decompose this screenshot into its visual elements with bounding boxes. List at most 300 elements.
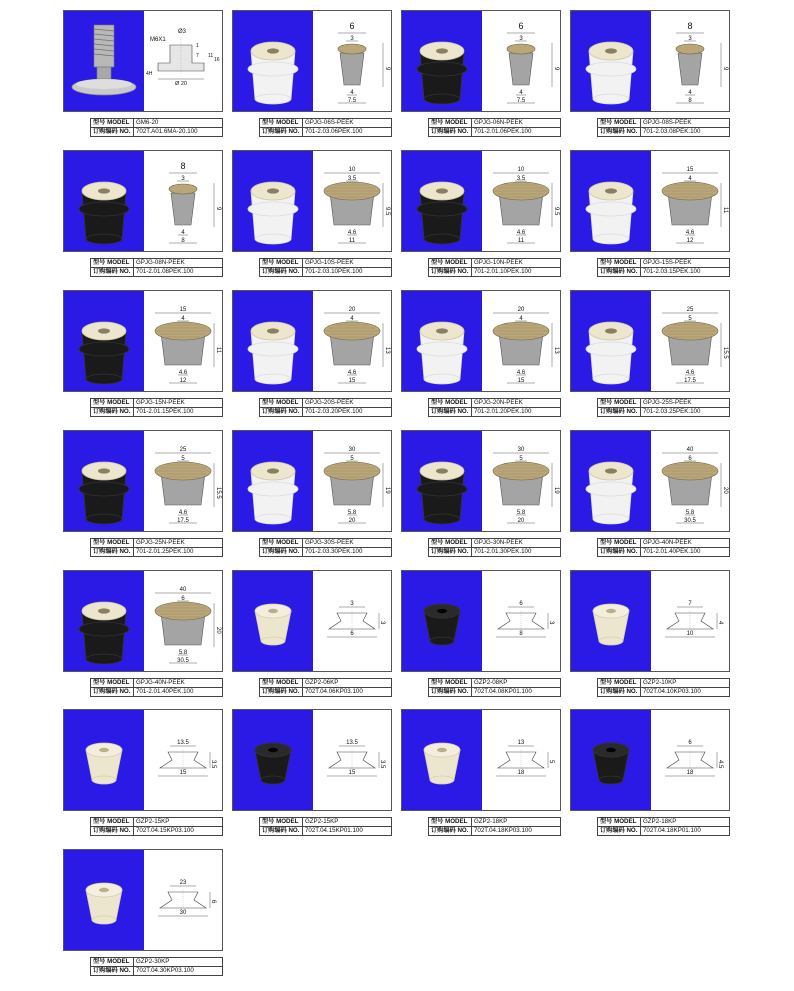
order-row — [91, 688, 223, 697]
item-3-dim-height: 9 — [722, 67, 728, 71]
model-label: 型号 MODEL — [598, 679, 641, 688]
item-18-dim-top: 6 — [519, 601, 523, 607]
order-label: 订购编码 NO. — [598, 268, 641, 277]
item-1-dim-height: 9 — [384, 67, 390, 71]
model-row — [91, 399, 223, 408]
product-image-panel — [63, 430, 223, 532]
order-value: 702T.04.18KP03.100 — [471, 827, 560, 836]
order-value: 701-2.01.25PEK.100 — [133, 548, 222, 557]
model-row — [598, 539, 730, 548]
item-7-dimension-drawing — [651, 151, 729, 251]
product-image-panel — [570, 430, 730, 532]
item-8-dim-height: 11 — [215, 347, 221, 354]
product-card — [63, 10, 223, 137]
item-21-dim-top: 13.5 — [346, 740, 358, 746]
product-image-panel — [401, 570, 561, 672]
product-card — [570, 290, 730, 417]
item-12-dim-bottom: 4.6 — [178, 510, 188, 516]
product-info-table — [259, 817, 392, 836]
model-label: 型号 MODEL — [260, 119, 303, 128]
item-18-dim-base: 8 — [519, 631, 523, 637]
product-image-panel — [63, 290, 223, 392]
order-label: 订购编码 NO. — [598, 548, 641, 557]
item-21-product-photo — [233, 710, 313, 810]
model-value: GZP2-30KP — [133, 958, 222, 967]
product-card — [63, 570, 223, 697]
item-2-dim-height: 9 — [553, 67, 559, 71]
item-20-dim-height: 3.5 — [210, 760, 216, 769]
order-value: 702T.04.15KP03.100 — [133, 827, 222, 836]
order-label: 订购编码 NO. — [598, 128, 641, 137]
product-info-table — [428, 678, 561, 697]
item-16-dim-top: 40 — [179, 587, 187, 593]
product-image-panel — [63, 570, 223, 672]
product-image-panel — [232, 430, 392, 532]
model-label: 型号 MODEL — [91, 539, 134, 548]
product-info-table — [597, 398, 730, 417]
item-11-dim-base: 17.5 — [684, 378, 696, 384]
order-row — [429, 408, 561, 417]
order-row — [91, 967, 223, 976]
model-row — [91, 259, 223, 268]
item-0-dim-bore: Ø3 — [178, 29, 187, 35]
item-15-dim-bottom: 5.8 — [685, 510, 695, 516]
item-1-product-photo — [233, 11, 313, 111]
item-4-dim-inner: 3 — [181, 176, 185, 182]
item-16-dim-bottom: 5.8 — [178, 650, 188, 656]
order-row — [429, 268, 561, 277]
model-value: GPJG-08S-PEEK — [640, 119, 729, 128]
product-image-panel — [232, 290, 392, 392]
item-6-dimension-drawing — [482, 151, 560, 251]
product-image-panel — [570, 709, 730, 811]
model-value: GPJG-30N-PEEK — [471, 539, 560, 548]
item-7-dim-top: 15 — [686, 167, 694, 173]
item-23-product-photo — [571, 710, 651, 810]
model-label: 型号 MODEL — [260, 539, 303, 548]
item-7-dim-bottom: 4.6 — [685, 230, 695, 236]
order-label: 订购编码 NO. — [260, 128, 303, 137]
item-3-dim-inner: 3 — [688, 36, 692, 42]
order-row — [260, 688, 392, 697]
item-3-dim-bottom: 4 — [688, 90, 692, 96]
order-row — [429, 128, 561, 137]
model-value: GPJG-30S-PEEK — [302, 539, 391, 548]
product-card — [232, 430, 392, 557]
model-row — [260, 818, 392, 827]
item-13-dim-height: 19 — [384, 487, 390, 494]
item-6-dim-height: 9.5 — [553, 207, 559, 216]
order-label: 订购编码 NO. — [598, 688, 641, 697]
product-image-panel — [232, 10, 392, 112]
item-9-product-photo — [233, 291, 313, 391]
order-row — [260, 128, 392, 137]
item-13-product-photo — [233, 431, 313, 531]
item-4-product-photo — [64, 151, 144, 251]
order-value: 701-2.03.10PEK.100 — [302, 268, 391, 277]
order-row — [91, 827, 223, 836]
order-label: 订购编码 NO. — [91, 967, 134, 976]
model-row — [91, 818, 223, 827]
item-7-dim-height: 11 — [722, 207, 728, 214]
product-image-panel — [570, 290, 730, 392]
item-11-dim-bottom: 4.6 — [685, 370, 695, 376]
item-22-dim-height: 5 — [548, 760, 554, 764]
item-22-product-photo — [402, 710, 482, 810]
order-value: 701-2.01.20PEK.100 — [471, 408, 560, 417]
order-row — [91, 268, 223, 277]
model-value: GZP2-06KP — [302, 679, 391, 688]
item-16-product-photo — [64, 571, 144, 671]
product-image-panel — [63, 849, 223, 951]
order-value: 702T.04.30KP03.100 — [133, 967, 222, 976]
model-label: 型号 MODEL — [429, 539, 472, 548]
item-22-dim-top: 13 — [517, 740, 525, 746]
item-11-dimension-drawing — [651, 291, 729, 391]
product-image-panel — [401, 709, 561, 811]
item-12-dim-inner: 5 — [181, 456, 185, 462]
item-5-product-photo — [233, 151, 313, 251]
model-label: 型号 MODEL — [429, 399, 472, 408]
item-23-dimension-drawing — [651, 710, 729, 810]
order-label: 订购编码 NO. — [91, 548, 134, 557]
item-6-dim-bottom: 4.6 — [516, 230, 526, 236]
model-row — [598, 679, 730, 688]
item-2-product-photo — [402, 11, 482, 111]
order-value: 701-2.01.10PEK.100 — [471, 268, 560, 277]
order-row — [91, 408, 223, 417]
product-card — [232, 709, 392, 836]
product-card — [401, 10, 561, 137]
item-10-dim-bottom: 4.6 — [516, 370, 526, 376]
product-info-table — [90, 678, 223, 697]
model-label: 型号 MODEL — [260, 259, 303, 268]
order-label: 订购编码 NO. — [260, 827, 303, 836]
product-card — [570, 150, 730, 277]
product-card — [401, 570, 561, 697]
product-info-table — [90, 957, 223, 976]
order-value: 702T.04.15KP01.100 — [302, 827, 391, 836]
item-14-dim-inner: 5 — [519, 456, 523, 462]
item-5-dim-bottom: 4.6 — [347, 230, 357, 236]
item-24-product-photo — [64, 850, 144, 950]
item-1-dim-top: 6 — [349, 21, 355, 31]
order-label: 订购编码 NO. — [91, 827, 134, 836]
item-1-dim-bottom: 4 — [350, 90, 354, 96]
item-0-dim-d1: 1 — [196, 43, 199, 49]
item-11-dim-top: 25 — [686, 307, 694, 313]
item-17-product-photo — [233, 571, 313, 671]
order-row — [598, 268, 730, 277]
item-5-dim-height: 9.5 — [384, 207, 390, 216]
model-value: GPJG-06N-PEEK — [471, 119, 560, 128]
model-label: 型号 MODEL — [429, 818, 472, 827]
product-card — [232, 290, 392, 417]
product-card — [401, 430, 561, 557]
order-row — [429, 688, 561, 697]
item-10-dimension-drawing — [482, 291, 560, 391]
item-17-dim-top: 3 — [350, 601, 354, 607]
model-value: GPJG-15S-PEEK — [640, 259, 729, 268]
item-14-dim-bottom: 5.8 — [516, 510, 526, 516]
product-info-table — [90, 817, 223, 836]
item-5-dimension-drawing — [313, 151, 391, 251]
item-10-dim-inner: 4 — [519, 316, 523, 322]
model-label: 型号 MODEL — [91, 119, 134, 128]
product-info-table — [428, 398, 561, 417]
order-value: 701-2.03.15PEK.100 — [640, 268, 729, 277]
item-20-dim-top: 13.5 — [177, 740, 189, 746]
item-19-product-photo — [571, 571, 651, 671]
item-23-dim-top: 6 — [688, 740, 692, 746]
model-row — [429, 259, 561, 268]
item-14-dimension-drawing — [482, 431, 560, 531]
item-8-dim-bottom: 4.6 — [178, 370, 188, 376]
model-row — [91, 958, 223, 967]
model-row — [91, 119, 223, 128]
product-info-table — [428, 817, 561, 836]
model-value: GPJG-08N-PEEK — [133, 259, 222, 268]
item-3-dimension-drawing — [651, 11, 729, 111]
product-info-table — [90, 118, 223, 137]
order-row — [91, 128, 223, 137]
item-0-product-photo — [64, 11, 144, 111]
item-13-dim-base: 20 — [348, 518, 356, 524]
model-row — [260, 539, 392, 548]
model-label: 型号 MODEL — [429, 259, 472, 268]
product-image-panel — [401, 430, 561, 532]
item-3-product-photo — [571, 11, 651, 111]
product-image-panel — [570, 570, 730, 672]
item-6-product-photo — [402, 151, 482, 251]
item-6-dim-inner: 3.5 — [516, 176, 526, 182]
order-row — [598, 548, 730, 557]
item-18-dimension-drawing — [482, 571, 560, 671]
item-12-product-photo — [64, 431, 144, 531]
item-7-dim-base: 12 — [686, 238, 694, 244]
item-5-dim-base: 11 — [348, 238, 356, 244]
order-row — [260, 268, 392, 277]
order-label: 订购编码 NO. — [598, 408, 641, 417]
item-22-dimension-drawing — [482, 710, 560, 810]
product-image-panel — [63, 709, 223, 811]
model-row — [598, 259, 730, 268]
product-card — [570, 709, 730, 836]
order-row — [429, 548, 561, 557]
product-info-table — [259, 678, 392, 697]
model-value: GPJG-40N-PEEK — [133, 679, 222, 688]
model-label: 型号 MODEL — [91, 679, 134, 688]
item-15-dim-base: 30.5 — [684, 518, 696, 524]
model-value: GZP2-15KP — [302, 818, 391, 827]
item-8-dim-inner: 4 — [181, 316, 185, 322]
item-21-dimension-drawing — [313, 710, 391, 810]
order-value: 701-2.03.08PEK.100 — [640, 128, 729, 137]
item-8-product-photo — [64, 291, 144, 391]
product-info-table — [428, 538, 561, 557]
product-image-panel — [570, 150, 730, 252]
product-card — [401, 290, 561, 417]
item-0-dim-base: Ø 20 — [175, 81, 187, 87]
model-value: GZP2-18KP — [640, 818, 729, 827]
product-info-table — [90, 538, 223, 557]
order-label: 订购编码 NO. — [429, 408, 472, 417]
model-value: GPJG-25S-PEEK — [640, 399, 729, 408]
model-value: GPJG-10N-PEEK — [471, 259, 560, 268]
model-label: 型号 MODEL — [598, 399, 641, 408]
item-16-dimension-drawing — [144, 571, 222, 671]
item-19-dimension-drawing — [651, 571, 729, 671]
order-label: 订购编码 NO. — [429, 827, 472, 836]
item-8-dimension-drawing — [144, 291, 222, 391]
item-1-dim-base: 7.5 — [347, 98, 357, 104]
model-label: 型号 MODEL — [598, 259, 641, 268]
item-4-dim-height: 9 — [215, 207, 221, 211]
product-info-table — [90, 398, 223, 417]
item-9-dim-height: 13 — [384, 347, 390, 354]
item-3-dim-top: 8 — [687, 21, 693, 31]
item-16-dim-base: 30.5 — [177, 658, 189, 664]
order-value: 701-2.03.30PEK.100 — [302, 548, 391, 557]
product-image-panel — [401, 10, 561, 112]
product-card — [232, 570, 392, 697]
item-8-dim-base: 12 — [179, 378, 187, 384]
item-24-dim-height: 6 — [210, 900, 216, 904]
item-11-dim-height: 15.5 — [722, 347, 728, 359]
model-row — [260, 399, 392, 408]
order-value: 701-2.03.20PEK.100 — [302, 408, 391, 417]
item-15-dim-top: 40 — [686, 447, 694, 453]
item-23-dim-base: 18 — [686, 770, 694, 776]
order-label: 订购编码 NO. — [91, 268, 134, 277]
order-value: 701-2.01.30PEK.100 — [471, 548, 560, 557]
model-value: GZP2-18KP — [471, 818, 560, 827]
order-value: 702T.A01.6MA-20.100 — [133, 128, 222, 137]
order-value: 702T.04.08KP01.100 — [471, 688, 560, 697]
order-label: 订购编码 NO. — [91, 128, 134, 137]
order-label: 订购编码 NO. — [429, 268, 472, 277]
item-9-dim-base: 15 — [348, 378, 356, 384]
item-5-dim-inner: 3.5 — [347, 176, 357, 182]
product-info-table — [597, 538, 730, 557]
order-value: 701-2.01.40PEK.100 — [640, 548, 729, 557]
model-row — [429, 119, 561, 128]
item-9-dimension-drawing — [313, 291, 391, 391]
item-20-dim-base: 15 — [179, 770, 187, 776]
model-label: 型号 MODEL — [260, 818, 303, 827]
product-info-table — [259, 538, 392, 557]
product-card — [232, 150, 392, 277]
model-value: GPJG-06S-PEEK — [302, 119, 391, 128]
model-label: 型号 MODEL — [598, 818, 641, 827]
order-value: 702T.04.18KP01.100 — [640, 827, 729, 836]
item-1-dim-inner: 3 — [350, 36, 354, 42]
item-17-dim-height: 3 — [379, 621, 385, 625]
item-2-dimension-drawing — [482, 11, 560, 111]
item-10-dim-height: 13 — [553, 347, 559, 354]
product-image-panel — [232, 570, 392, 672]
model-value: GPJG-15N-PEEK — [133, 399, 222, 408]
item-24-dim-base: 30 — [179, 910, 187, 916]
model-row — [429, 539, 561, 548]
order-label: 订购编码 NO. — [260, 548, 303, 557]
item-23-dim-height: 4.5 — [717, 760, 723, 769]
item-2-dim-top: 6 — [518, 21, 524, 31]
item-19-dim-top: 7 — [688, 601, 692, 607]
model-value: GPJG-10S-PEEK — [302, 259, 391, 268]
item-22-dim-base: 18 — [517, 770, 525, 776]
item-24-dimension-drawing — [144, 850, 222, 950]
item-13-dim-inner: 5 — [350, 456, 354, 462]
item-2-dim-inner: 3 — [519, 36, 523, 42]
model-label: 型号 MODEL — [91, 259, 134, 268]
item-0-dim-16: 16 — [214, 57, 220, 63]
order-label: 订购编码 NO. — [598, 827, 641, 836]
product-info-table — [597, 258, 730, 277]
item-19-dim-base: 10 — [686, 631, 694, 637]
item-2-dim-base: 7.5 — [516, 98, 526, 104]
item-12-dim-base: 17.5 — [177, 518, 189, 524]
item-0-dimension-drawing — [144, 11, 222, 111]
item-0-dim-7: 7 — [196, 53, 199, 59]
model-value: GM6-20 — [133, 119, 222, 128]
item-20-product-photo — [64, 710, 144, 810]
product-info-table — [597, 678, 730, 697]
product-card — [63, 150, 223, 277]
item-20-dimension-drawing — [144, 710, 222, 810]
order-value: 701-2.01.08PEK.100 — [133, 268, 222, 277]
item-8-dim-top: 15 — [179, 307, 187, 313]
order-label: 订购编码 NO. — [91, 408, 134, 417]
model-value: GZP2-08KP — [471, 679, 560, 688]
model-label: 型号 MODEL — [598, 119, 641, 128]
model-label: 型号 MODEL — [429, 679, 472, 688]
model-row — [260, 259, 392, 268]
item-15-dimension-drawing — [651, 431, 729, 531]
model-row — [598, 818, 730, 827]
product-card — [63, 290, 223, 417]
item-4-dim-bottom: 4 — [181, 230, 185, 236]
model-label: 型号 MODEL — [91, 958, 134, 967]
order-label: 订购编码 NO. — [260, 688, 303, 697]
item-2-dim-bottom: 4 — [519, 90, 523, 96]
order-row — [260, 827, 392, 836]
item-4-dim-base: 8 — [181, 238, 185, 244]
item-21-dim-height: 3.5 — [379, 760, 385, 769]
order-value: 702T.04.06KP03.100 — [302, 688, 391, 697]
item-10-dim-top: 20 — [517, 307, 525, 313]
item-5-dim-top: 10 — [348, 167, 356, 173]
item-15-dim-inner: 6 — [688, 456, 692, 462]
item-15-dim-height: 20 — [722, 487, 728, 494]
order-value: 702T.04.10KP03.100 — [640, 688, 729, 697]
item-14-dim-base: 20 — [517, 518, 525, 524]
order-label: 订购编码 NO. — [260, 408, 303, 417]
model-row — [429, 399, 561, 408]
item-17-dim-base: 6 — [350, 631, 354, 637]
product-card — [401, 709, 561, 836]
product-info-table — [259, 118, 392, 137]
product-info-table — [428, 258, 561, 277]
model-row — [91, 679, 223, 688]
product-info-table — [90, 258, 223, 277]
item-0-dim-thread: M6X1 — [150, 37, 166, 43]
model-label: 型号 MODEL — [91, 818, 134, 827]
product-card — [570, 570, 730, 697]
model-value: GPJG-20N-PEEK — [471, 399, 560, 408]
product-card — [570, 430, 730, 557]
item-14-dim-height: 19 — [553, 487, 559, 494]
